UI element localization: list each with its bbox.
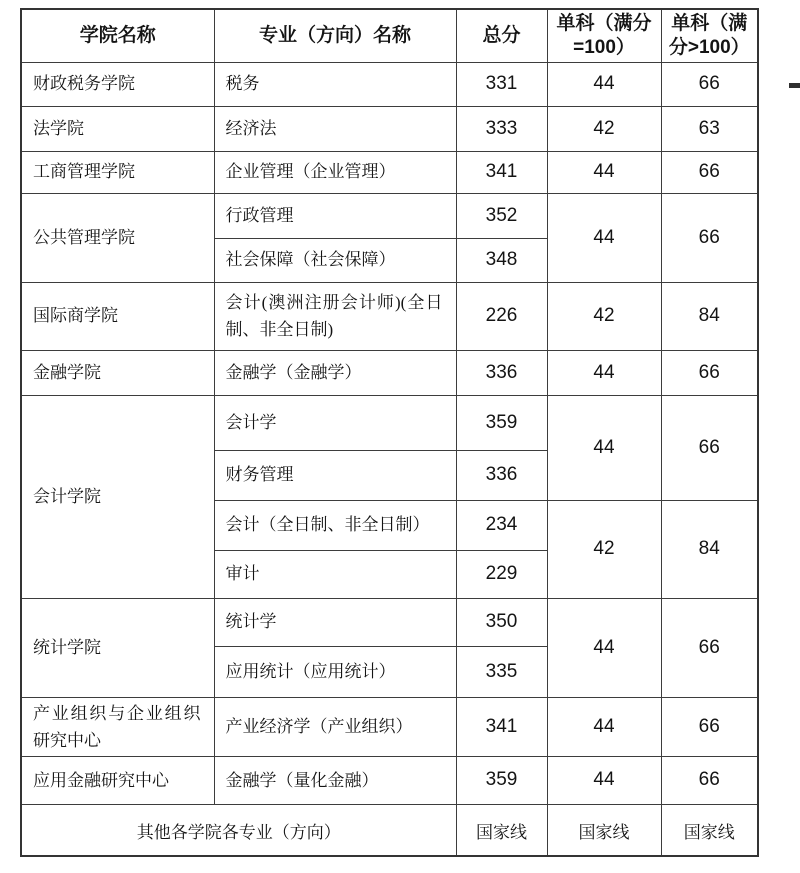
college-cell: 金融学院 [21, 350, 214, 395]
major-cell: 统计学 [214, 598, 456, 646]
college-cell: 国际商学院 [21, 282, 214, 350]
total-cell: 226 [456, 282, 547, 350]
header-single-full100: 单科（满分=100） [547, 9, 661, 62]
major-cell: 财务管理 [214, 450, 456, 500]
admission-score-table [20, 8, 759, 857]
total-cell: 国家线 [456, 804, 547, 856]
major-cell: 企业管理（企业管理） [214, 151, 456, 193]
single-over100-cell: 84 [661, 282, 758, 350]
major-cell: 应用统计（应用统计） [214, 646, 456, 697]
major-cell: 金融学（金融学） [214, 350, 456, 395]
table-row [21, 350, 758, 395]
total-cell: 336 [456, 450, 547, 500]
total-cell: 331 [456, 62, 547, 106]
college-cell: 工商管理学院 [21, 151, 214, 193]
total-cell: 341 [456, 697, 547, 756]
single-over100-cell: 66 [661, 756, 758, 804]
single-full100-cell: 42 [547, 106, 661, 151]
total-cell: 234 [456, 500, 547, 550]
single-full100-cell: 44 [547, 151, 661, 193]
major-cell: 产业经济学（产业组织） [214, 697, 456, 756]
total-cell: 229 [456, 550, 547, 598]
single-full100-cell: 44 [547, 756, 661, 804]
single-over100-cell: 66 [661, 62, 758, 106]
other-majors-label: 其他各学院各专业（方向） [21, 804, 456, 856]
header-college: 学院名称 [21, 9, 214, 62]
major-cell: 会计(澳洲注册会计师)(全日制、非全日制) [214, 282, 456, 350]
table-row-footer [21, 804, 758, 856]
college-cell: 统计学院 [21, 598, 214, 697]
single-full100-cell: 44 [547, 62, 661, 106]
total-cell: 341 [456, 151, 547, 193]
single-over100-cell: 66 [661, 193, 758, 282]
major-cell: 会计（全日制、非全日制） [214, 500, 456, 550]
table-row [21, 106, 758, 151]
single-over100-cell: 66 [661, 395, 758, 500]
table-row [21, 193, 758, 238]
major-cell: 社会保障（社会保障） [214, 238, 456, 282]
single-over100-cell: 84 [661, 500, 758, 598]
total-cell: 333 [456, 106, 547, 151]
single-full100-cell: 42 [547, 500, 661, 598]
major-cell: 会计学 [214, 395, 456, 450]
table-row [21, 395, 758, 450]
single-over100-cell: 66 [661, 151, 758, 193]
table-row [21, 62, 758, 106]
total-cell: 350 [456, 598, 547, 646]
major-cell: 行政管理 [214, 193, 456, 238]
major-cell: 经济法 [214, 106, 456, 151]
header-total: 总分 [456, 9, 547, 62]
header-row [21, 9, 758, 62]
table-row [21, 756, 758, 804]
single-full100-cell: 国家线 [547, 804, 661, 856]
college-cell: 会计学院 [21, 395, 214, 598]
single-over100-cell: 国家线 [661, 804, 758, 856]
table-row [21, 151, 758, 193]
single-full100-cell: 42 [547, 282, 661, 350]
single-over100-cell: 66 [661, 350, 758, 395]
header-single-over100: 单科（满分>100） [661, 9, 758, 62]
total-cell: 336 [456, 350, 547, 395]
table-row [21, 598, 758, 646]
single-full100-cell: 44 [547, 598, 661, 697]
single-full100-cell: 44 [547, 350, 661, 395]
college-cell: 法学院 [21, 106, 214, 151]
total-cell: 359 [456, 395, 547, 450]
college-cell: 应用金融研究中心 [21, 756, 214, 804]
header-major: 专业（方向）名称 [214, 9, 456, 62]
single-over100-cell: 66 [661, 697, 758, 756]
college-cell: 财政税务学院 [21, 62, 214, 106]
total-cell: 335 [456, 646, 547, 697]
major-cell: 税务 [214, 62, 456, 106]
total-cell: 352 [456, 193, 547, 238]
single-over100-cell: 66 [661, 598, 758, 697]
major-cell: 审计 [214, 550, 456, 598]
total-cell: 348 [456, 238, 547, 282]
college-cell: 产业组织与企业组织研究中心 [21, 697, 214, 756]
table-row [21, 697, 758, 756]
total-cell: 359 [456, 756, 547, 804]
single-full100-cell: 44 [547, 395, 661, 500]
table-row [21, 282, 758, 350]
major-cell: 金融学（量化金融） [214, 756, 456, 804]
college-cell: 公共管理学院 [21, 193, 214, 282]
scan-artifact-mark [789, 83, 800, 88]
single-over100-cell: 63 [661, 106, 758, 151]
single-full100-cell: 44 [547, 193, 661, 282]
single-full100-cell: 44 [547, 697, 661, 756]
